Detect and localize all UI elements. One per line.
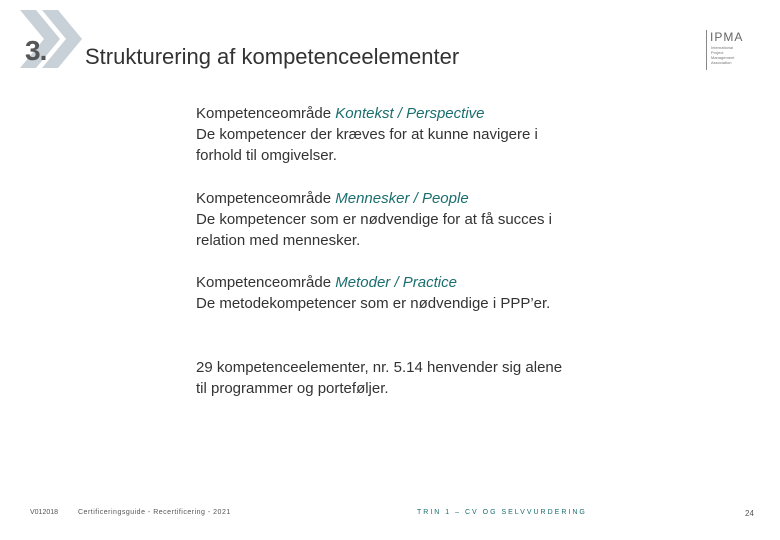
block-heading-em: Mennesker / People xyxy=(335,190,469,207)
slide-number: 3. xyxy=(25,35,47,66)
summary-text xyxy=(196,357,576,399)
footer-version: V012018 xyxy=(30,509,59,516)
block-heading-prefix: Kompetenceområde xyxy=(196,274,336,291)
footer-page-number: 24 xyxy=(745,509,754,518)
slide-title: Strukturering af kompetenceelementer xyxy=(85,44,460,69)
block-heading-prefix: Kompetenceområde xyxy=(196,190,336,207)
block-heading-prefix: Kompetenceområde xyxy=(196,105,336,122)
summary-bold: 29 kompetenceelementer xyxy=(196,359,365,376)
competence-area-people xyxy=(196,188,576,251)
footer-section: TRIN 1 – CV OG SELVVURDERING xyxy=(417,509,587,516)
block-body: De kompetencer som er nødvendige for at få succes i relation med mennesker. xyxy=(196,211,553,249)
summary-rest: , nr. 5.14 henvender sig alene til programmer og porteføljer. xyxy=(196,359,563,397)
block-heading-em: Kontekst / Perspective xyxy=(335,105,485,122)
footer-document-title: Certificeringsguide - Recertificering - 2021 xyxy=(78,509,231,516)
logo-tagline: International Project Management Association xyxy=(711,45,735,65)
block-body: De metodekompetencer som er nødvendige i PPP’er. xyxy=(196,295,551,312)
ipma-logo: IPMA xyxy=(710,30,744,44)
logo-divider xyxy=(706,30,707,70)
block-heading-em: Metoder / Practice xyxy=(335,274,457,291)
block-body: De kompetencer der kræves for at kunne navigere i forhold til omgivelser. xyxy=(196,126,538,164)
competence-area-context xyxy=(196,103,576,166)
competence-area-practice xyxy=(196,272,576,314)
